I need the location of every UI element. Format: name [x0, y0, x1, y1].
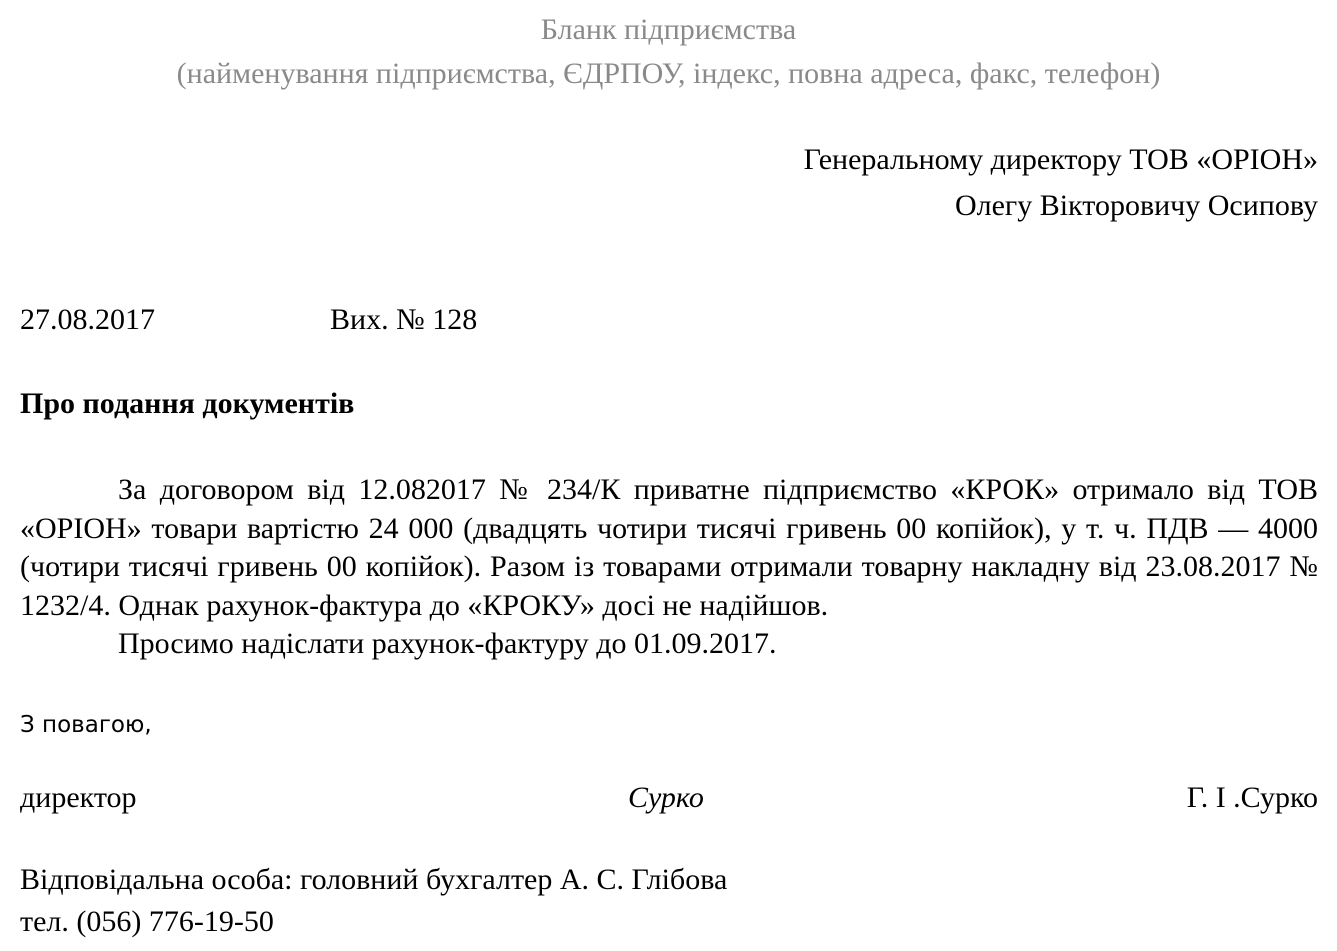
letter-body [20, 471, 1318, 664]
contact-phone: тел. (056) 776-19-50 [20, 905, 274, 938]
signature-row [20, 776, 1318, 820]
body-paragraph-1: За договором від 12.082017 № 234/К приватне підприємство «КРОК» отримало від ТОВ «ОРІОН» товари вартістю 24 000 (двадцять чотири тисячі гривень 00 копійок), у т. ч. ПДВ — 4000 (чотири тисячі гривень 00 копійок). Разом із товарами отримали товарну накладну від 23.08.2017 № 1232/4. Однак рахунок-фактура до «КРОКУ» досі не надійшов. [20, 473, 1318, 622]
body-paragraph-2: Просимо надіслати рахунок-фактуру до 01.09.2017. [118, 627, 777, 660]
signer-name: Г. І .Сурко [1186, 781, 1318, 814]
responsible-person: Відповідальна особа: головний бухгалтер А. С. Глібова [20, 863, 728, 896]
signer-position: директор [20, 781, 137, 814]
letterhead-details: (найменування підприємства, ЄДРПОУ, індекс, повна адреса, факс, телефон) [176, 57, 1161, 90]
addressee-line-2: Олегу Вікторовичу Осипову [954, 189, 1318, 222]
addressee-line-1: Генеральному директору ТОВ «ОРІОН» [803, 143, 1318, 176]
letter-date: 27.08.2017 [20, 303, 155, 336]
closing-phrase: З повагою, [20, 712, 152, 738]
signature: Сурко [628, 781, 704, 814]
letter-subject: Про подання документів [20, 387, 355, 420]
outgoing-number: Вих. № 128 [330, 303, 478, 336]
letterhead-title: Бланк підприємства [540, 13, 797, 46]
